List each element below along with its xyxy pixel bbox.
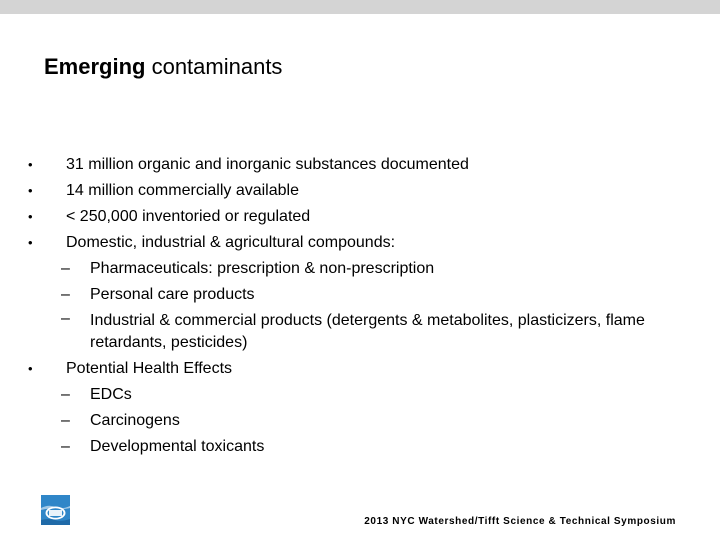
sub-bullet-item xyxy=(28,308,688,356)
bullet-text: < 250,000 inventoried or regulated xyxy=(66,208,311,225)
bullet-marker: • xyxy=(28,183,33,198)
logo-graphic xyxy=(41,495,70,525)
dash-marker: – xyxy=(61,310,70,327)
bullet-text: Domestic, industrial & agricultural compounds: xyxy=(66,234,396,251)
bullet-marker: • xyxy=(28,157,33,172)
sub-bullet-text: Pharmaceuticals: prescription & non-prescription xyxy=(90,260,435,277)
bullet-marker: • xyxy=(28,209,33,224)
bullet-list xyxy=(28,152,688,460)
bullet-marker: • xyxy=(28,361,33,376)
dash-marker: – xyxy=(61,386,70,403)
sub-bullet-text: Industrial & commercial products (detergents & metabolites, plasticizers, flame retardants, pesticides) xyxy=(90,312,645,351)
bullet-marker: • xyxy=(28,235,33,250)
title-bold: Emerging xyxy=(44,54,146,79)
bullet-text: 31 million organic and inorganic substances documented xyxy=(66,156,469,173)
bullet-text: 14 million commercially available xyxy=(66,182,299,199)
top-bar xyxy=(0,0,720,14)
footer-text: 2013 NYC Watershed/Tifft Science & Technical Symposium xyxy=(364,516,676,527)
dash-marker: – xyxy=(61,412,70,429)
bullet-text: Potential Health Effects xyxy=(66,360,233,377)
slide-title xyxy=(44,54,282,80)
title-rest: contaminants xyxy=(145,54,283,79)
nyc-dep-logo-icon xyxy=(41,495,70,525)
bullet-item xyxy=(28,178,688,204)
sub-bullet-item xyxy=(28,434,688,460)
dash-marker: – xyxy=(61,286,70,303)
bullet-item xyxy=(28,152,688,178)
sub-bullet-text: Carcinogens xyxy=(90,412,180,429)
sub-bullet-text: Personal care products xyxy=(90,286,255,303)
sub-bullet-item xyxy=(28,256,688,282)
bullet-item xyxy=(28,230,688,256)
sub-bullet-text: EDCs xyxy=(90,386,132,403)
sub-bullet-text: Developmental toxicants xyxy=(90,438,265,455)
dash-marker: – xyxy=(61,438,70,455)
dash-marker: – xyxy=(61,260,70,277)
sub-bullet-item xyxy=(28,282,688,308)
bullet-item xyxy=(28,356,688,382)
sub-bullet-item xyxy=(28,382,688,408)
sub-bullet-item xyxy=(28,408,688,434)
bullet-item xyxy=(28,204,688,230)
